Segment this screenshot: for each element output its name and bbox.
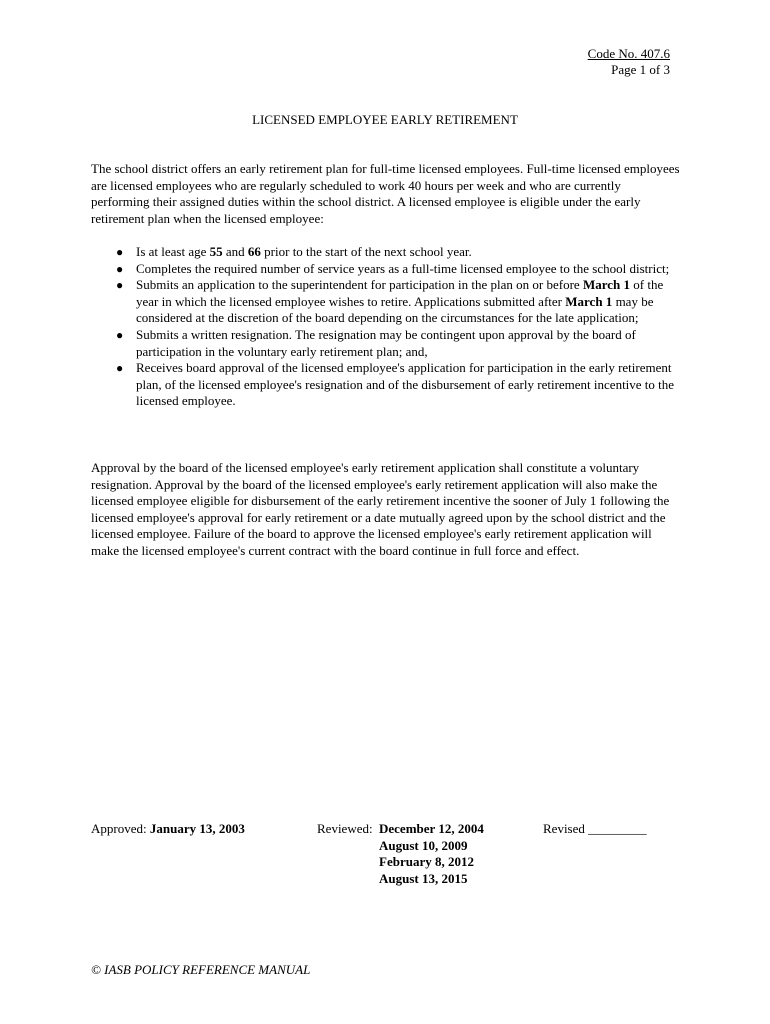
reviewed-dates <box>317 821 484 886</box>
list-item <box>91 261 681 278</box>
bullet-icon: ● <box>116 261 124 276</box>
list-item-text: Is at least age <box>136 244 210 259</box>
list-item-text: Submits a written resignation. The resignation may be contingent upon approval by the board of participation in the voluntary early retirement plan; and, <box>136 326 636 359</box>
age-min: 55 <box>209 244 223 259</box>
list-item <box>91 327 681 360</box>
bullet-icon: ● <box>116 361 124 376</box>
policy-dates <box>91 821 681 901</box>
approved-date <box>91 821 245 838</box>
list-item-text: of the year in which the licensed employee wishes to retire. Applications submitted after <box>136 277 664 309</box>
bullet-icon: ● <box>116 245 124 259</box>
reviewed-date: December 12, 2004 <box>379 821 484 836</box>
document-header <box>588 46 670 78</box>
copyright-notice: © IASB POLICY REFERENCE MANUAL <box>91 962 311 977</box>
approval-paragraph: Approval by the board of the licensed employee's early retirement application shall constitute a voluntary resignation. Approval by the board of the licensed employee's early retirement application will also make the licensed employee eligible for disbursement of the early retirement incentive the sooner of July 1 following the licensed employee's approval for early retirement or a date mutually agreed upon by the school district and the licensed employee. Failure of the board to approve the licensed employee's early retirement application will make the licensed employee's current contract with the board continue in full force and effect. <box>91 460 670 558</box>
list-item-text: may be considered at the discretion of the board depending on the circumstances for the late application; <box>136 293 654 326</box>
list-item-text: Receives board approval of the licensed employee's application for participation in the early retirement plan, of the licensed employee's resignation and of the disbursement of early retirement incentive to the licensed employee. <box>136 360 675 409</box>
revised-field: Revised _________ <box>543 821 647 836</box>
page-number: Page 1 of 3 <box>611 62 670 77</box>
list-item-text: Submits an application to the superintendent for participation in the plan on or before <box>136 277 583 293</box>
code-number: Code No. 407.6 <box>587 46 670 61</box>
list-item-text: and <box>222 244 248 259</box>
approved-label: Approved: <box>91 821 150 836</box>
reviewed-date: February 8, 2012 <box>379 854 474 870</box>
page-title: LICENSED EMPLOYEE EARLY RETIREMENT <box>252 112 518 127</box>
reviewed-label: Reviewed: <box>317 821 373 836</box>
list-item <box>91 244 681 261</box>
intro-paragraph: The school district offers an early retirement plan for full-time licensed employees. Full-time licensed employees are licensed employees who are regularly scheduled to work 40 hours per week and who are currently performing their assigned duties within the school district. A licensed employee is eligible under the early retirement plan when the licensed employee: <box>91 161 680 226</box>
eligibility-list <box>91 244 681 410</box>
bullet-icon: ● <box>116 327 124 342</box>
reviewed-date: August 13, 2015 <box>379 870 468 886</box>
deadline-date: March 1 <box>565 293 613 309</box>
age-max: 66 <box>247 244 261 259</box>
bullet-icon: ● <box>116 278 124 293</box>
list-item-text: Completes the required number of service years as a full-time licensed employee to the school district; <box>136 260 670 276</box>
list-item <box>91 277 681 327</box>
list-item <box>91 360 681 410</box>
list-item-text: prior to the start of the next school year. <box>260 244 472 259</box>
reviewed-date: August 10, 2009 <box>379 837 468 853</box>
approved-value: January 13, 2003 <box>149 821 245 836</box>
deadline-date: March 1 <box>582 277 631 293</box>
